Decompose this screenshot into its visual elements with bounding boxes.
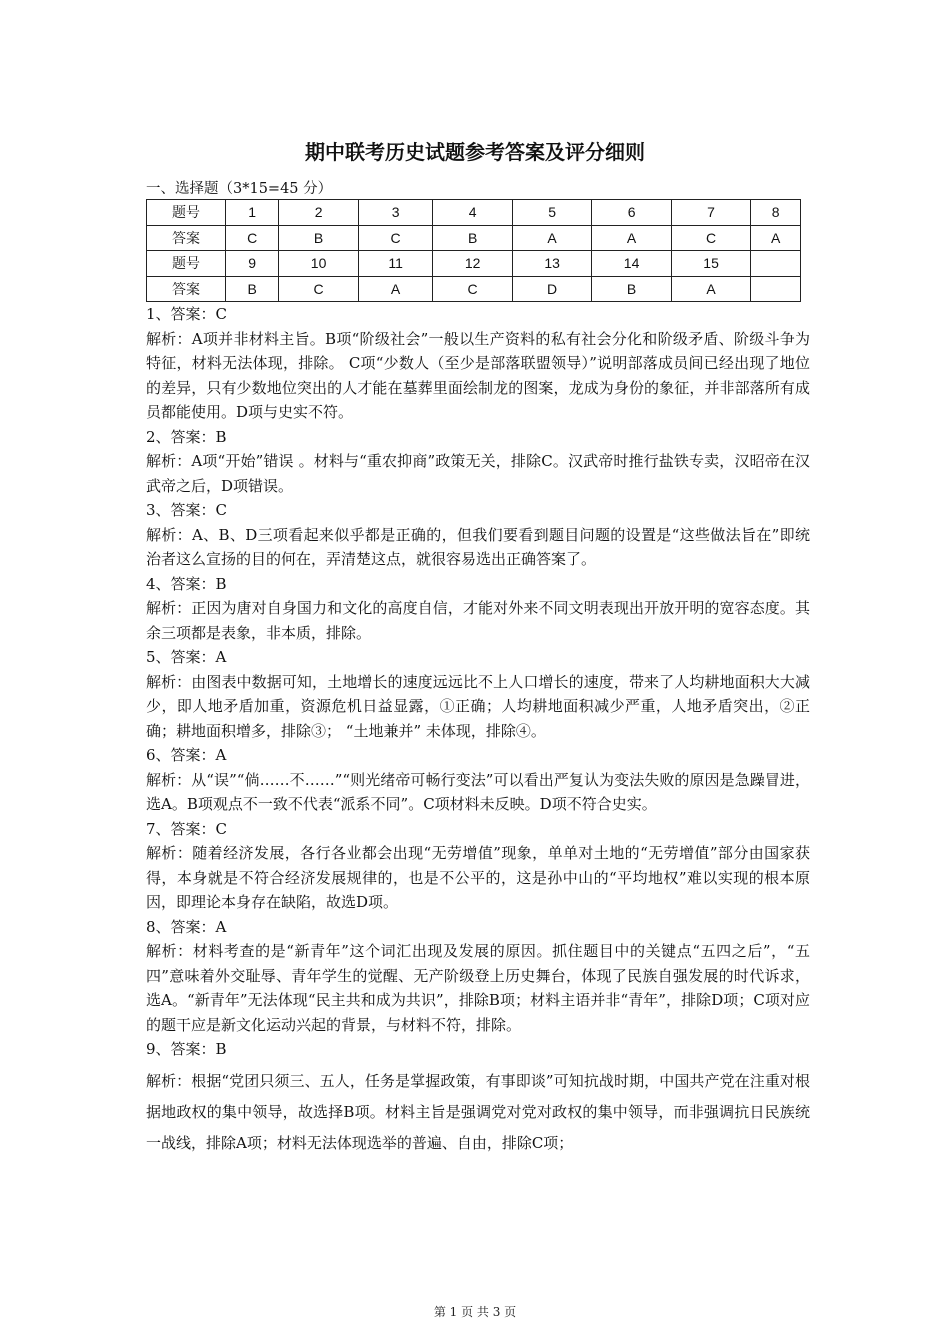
explanation-9: 解析：根据“党团只须三、五人，任务是掌握政策，有事即谈”可知抗战时期，中国共产党在注重对根据地政权的集中领导，故选择B项。材料主旨是强调党对党对政权的集中领导，而非强调抗日民族统一战线，排除A项；材料无法体现选举的普遍、自由，排除C项； (146, 1071, 810, 1152)
explanation-7: 解析：随着经济发展，各行各业都会出现“无劳增值”现象，单单对土地的“无劳增值”部分由国家获得，本身就是不符合经济发展规律的，也是不公平的，这是孙中山的“平均地权”难以实现的根本原因，即理论本身存在缺陷，故选D项。 (146, 844, 810, 911)
table-row (147, 225, 801, 251)
answer-line-6: 6、答案：A (146, 746, 227, 764)
row-label: 题号 (147, 200, 226, 226)
table-cell: B (279, 225, 358, 251)
explanation-8: 解析：材料考查的是“新青年”这个词汇出现及发展的原因。抓住题目中的关键点“五四之后”，“五四”意味着外交耻辱、青年学生的觉醒、无产阶级登上历史舞台，体现了民族自强发展的时代诉求，选A。“新青年”无法体现“民主共和成为共识”，排除B项；材料主语并非“青年”，排除D项；C项对应的题干应是新文化运动兴起的背景，与材料不符，排除。 (146, 942, 810, 1034)
table-cell: A (358, 276, 433, 302)
answer-line-9: 9、答案：B (146, 1040, 227, 1058)
table-cell: 2 (279, 200, 358, 226)
row-label: 答案 (147, 225, 226, 251)
table-cell (751, 276, 801, 302)
table-cell: C (433, 276, 512, 302)
explanation-5: 解析：由图表中数据可知，土地增长的速度远远比不上人口增长的速度，带来了人均耕地面积大大减少，即人地矛盾加重，资源危机日益显露，①正确；人均耕地面积减少严重，人地矛盾突出，②正确；耕地面积增多，排除③； “土地兼并” 未体现，排除④。 (146, 672, 810, 740)
table-cell: A (671, 276, 750, 302)
table-cell: C (358, 225, 433, 251)
table-cell: C (671, 225, 750, 251)
row-label: 答案 (147, 276, 226, 302)
table-cell: 13 (512, 251, 591, 277)
table-cell: 1 (226, 200, 279, 226)
table-cell: B (592, 276, 671, 302)
table-cell: 10 (279, 251, 358, 277)
answer-line-1: 1、答案：C (146, 305, 228, 323)
explanation-3: 解析：A、B、D三项看起来似乎都是正确的，但我们要看到题目问题的设置是“这些做法旨在”即统治者这么宣扬的目的何在，弄清楚这点，就很容易选出正确答案了。 (146, 525, 810, 568)
explanation-4: 解析：正因为唐对自身国力和文化的高度自信，才能对外来不同文明表现出开放开明的宽容态度。其余三项都是表象，非本质，排除。 (146, 599, 810, 642)
answer-line-7: 7、答案：C (146, 819, 228, 838)
table-cell: 4 (433, 200, 512, 226)
table-cell: D (512, 276, 591, 302)
table-cell: B (226, 276, 279, 302)
table-cell: C (279, 276, 358, 302)
answer-line-2: 2、答案：B (146, 427, 227, 446)
table-cell: A (751, 225, 801, 251)
table-cell: 8 (751, 200, 801, 226)
explanation-6: 解析：从“误”“倘……不……”“则光绪帝可畅行变法”可以看出严复认为变法失败的原因是急躁冒进，选A。B项观点不一致不代表“派系不同”。C项材料未反映。D项不符合史实。 (146, 770, 810, 813)
answer-table (146, 199, 801, 302)
section-heading: 一、选择题（3*15=45 分） (146, 181, 333, 197)
table-cell: A (592, 225, 671, 251)
table-cell: 15 (671, 251, 750, 277)
table-cell: 5 (512, 200, 591, 226)
table-row (147, 251, 801, 277)
explanation-2: 解析：A项“开始”错误 。材料与“重农抑商”政策无关，排除C。汉武帝时推行盐铁专卖，汉昭帝在汉武帝之后，D项错误。 (146, 452, 810, 495)
table-row (147, 200, 801, 226)
explanation-1: 解析：A项并非材料主旨。B项“阶级社会”一般以生产资料的私有社会分化和阶级矛盾、阶级斗争为特征，材料无法体现，排除。 C项“少数人（至少是部落联盟领导）”说明部落成员间已经出现了地位的差异，只有少数地位突出的人才能在墓葬里面绘制龙的图案，龙成为身份的象征，并非部落所有成员都能使用。D项与史实不符。 (146, 329, 810, 421)
table-cell: 9 (226, 251, 279, 277)
table-cell: 3 (358, 200, 433, 226)
table-row (147, 276, 801, 302)
answer-line-3: 3、答案：C (146, 501, 228, 519)
answer-explanations (146, 302, 810, 1159)
table-cell (751, 251, 801, 277)
page-title: 期中联考历史试题参考答案及评分细则 (305, 140, 645, 164)
answer-line-4: 4、答案：B (146, 574, 227, 593)
table-cell: 12 (433, 251, 512, 277)
table-cell: C (226, 225, 279, 251)
page-footer: 第 1 页 共 3 页 (433, 1305, 517, 1319)
row-label: 题号 (147, 251, 226, 277)
table-cell: 14 (592, 251, 671, 277)
table-cell: A (512, 225, 591, 251)
table-cell: 6 (592, 200, 671, 226)
table-cell: B (433, 225, 512, 251)
table-cell: 11 (358, 251, 433, 277)
answer-line-8: 8、答案：A (146, 917, 227, 936)
answer-line-5: 5、答案：A (146, 648, 227, 666)
table-cell: 7 (671, 200, 750, 226)
